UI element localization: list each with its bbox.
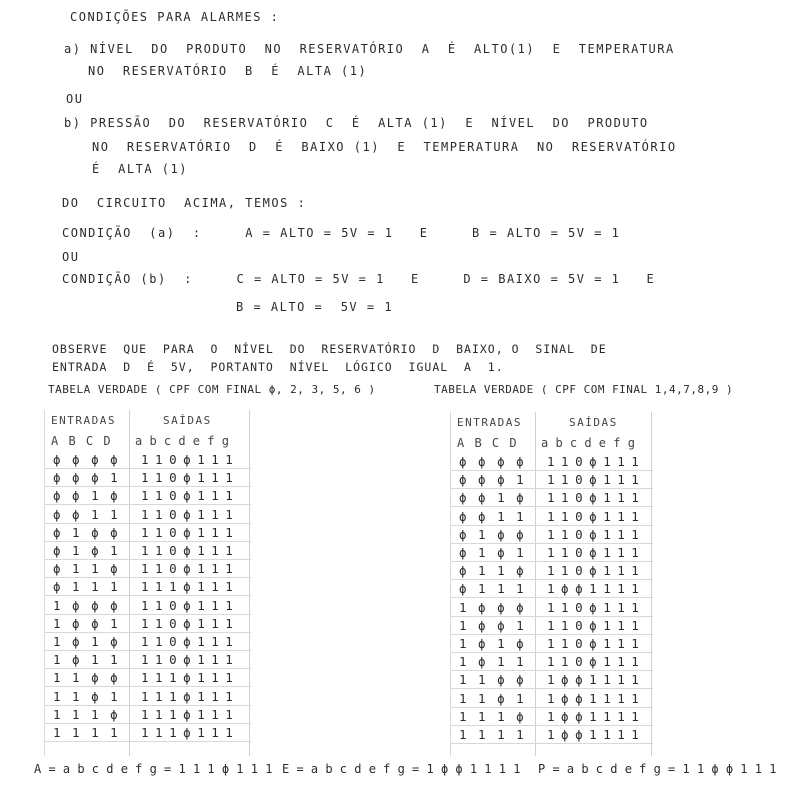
table-row-inputs: 1 ϕ ϕ ϕ	[53, 597, 120, 613]
table-row-outputs: 1 1 0 ϕ 1 1 1	[141, 597, 233, 613]
table-row-rule	[45, 504, 251, 505]
condition-b-values-1: CONDIÇÃO (b) : C = ALTO = 5V = 1 E D = BAIXO = 5V = 1 E	[62, 272, 656, 286]
table-row-outputs: 1 1 0 ϕ 1 1 1	[547, 508, 639, 524]
condition-a-values: CONDIÇÃO (a) : A = ALTO = 5V = 1 E B = ALTO = 5V = 1	[62, 226, 621, 240]
table-row-outputs: 1 ϕ ϕ 1 1 1 1	[547, 672, 639, 688]
table-row-outputs: 1 ϕ ϕ 1 1 1 1	[547, 690, 639, 706]
table-row-inputs: ϕ ϕ 1 ϕ	[53, 488, 120, 504]
table-row-rule	[45, 577, 251, 578]
formula-e: E = a b c d e f g = 1 ϕ ϕ 1 1 1 1	[282, 762, 521, 776]
table-row-rule	[451, 597, 653, 598]
table-row-outputs: 1 1 0 ϕ 1 1 1	[547, 490, 639, 506]
table-row-rule	[45, 686, 251, 687]
table-row-inputs: 1 ϕ 1 ϕ	[53, 634, 120, 649]
table-row-rule	[451, 634, 653, 635]
table-row-outputs: 1 1 0 ϕ 1 1 1	[141, 561, 233, 577]
header-saidas: SAÍDAS	[569, 416, 618, 429]
observe-line-1: OBSERVE QUE PARA O NÍVEL DO RESERVATÓRIO D BAIXO, O SINAL DE	[52, 342, 607, 356]
table-row-rule	[451, 688, 653, 689]
table-row-inputs: ϕ ϕ ϕ ϕ	[459, 454, 526, 469]
table-row-inputs: 1 1 1 ϕ	[459, 708, 526, 724]
table-row-rule	[451, 616, 653, 617]
table-row-rule	[451, 506, 653, 507]
table-row-outputs: 1 1 0 ϕ 1 1 1	[547, 526, 639, 542]
table-row-outputs: 1 1 0 ϕ 1 1 1	[141, 452, 233, 467]
table-row-inputs: 1 1 1 1	[459, 727, 526, 742]
or-1: OU	[66, 92, 84, 106]
table-row-rule	[45, 541, 251, 542]
circuit-heading: DO CIRCUITO ACIMA, TEMOS :	[62, 196, 307, 210]
header-saidas: SAÍDAS	[163, 414, 212, 427]
table-row-outputs: 1 1 0 ϕ 1 1 1	[141, 524, 233, 540]
table-row-rule	[451, 579, 653, 580]
header-entradas: ENTRADAS	[51, 414, 116, 427]
table-row-rule	[45, 523, 251, 524]
table-row-outputs: 1 1 0 ϕ 1 1 1	[547, 654, 639, 670]
table-row-inputs: ϕ ϕ ϕ 1	[53, 470, 120, 486]
table-row-outputs: 1 1 0 ϕ 1 1 1	[141, 470, 233, 486]
condition-b-values-2: B = ALTO = 5V = 1	[236, 300, 394, 314]
table-row-rule	[45, 741, 251, 742]
table-row-inputs: 1 1 ϕ ϕ	[459, 672, 526, 688]
table-row-rule	[45, 632, 251, 633]
table-row-rule	[45, 614, 251, 615]
table-row-outputs: 1 1 0 ϕ 1 1 1	[547, 545, 639, 560]
heading-alarm-conditions: CONDIÇÕES PARA ALARMES :	[70, 10, 280, 24]
table-row-outputs: 1 1 0 ϕ 1 1 1	[547, 472, 639, 488]
table-row-outputs: 1 1 0 ϕ 1 1 1	[141, 634, 233, 649]
table-row-outputs: 1 1 0 ϕ 1 1 1	[141, 506, 233, 522]
formula-a: A = a b c d e f g = 1 1 1 ϕ 1 1 1	[34, 762, 273, 776]
table-row-outputs: 1 1 0 ϕ 1 1 1	[141, 488, 233, 504]
table-row-inputs: 1 ϕ 1 ϕ	[459, 636, 526, 651]
condition-b-line-2: NO RESERVATÓRIO D É BAIXO (1) E TEMPERATURA NO RESERVATÓRIO	[92, 140, 677, 154]
table-row-inputs: ϕ 1 ϕ 1	[459, 545, 526, 560]
table-row-rule	[451, 561, 653, 562]
condition-a-line-1: a) NÍVEL DO PRODUTO NO RESERVATÓRIO A É ALTO(1) E TEMPERATURA	[64, 42, 675, 56]
table-row-outputs: 1 1 1 ϕ 1 1 1	[141, 670, 233, 686]
table-row-outputs: 1 1 0 ϕ 1 1 1	[141, 615, 233, 631]
table-row-inputs: 1 1 ϕ 1	[459, 690, 526, 706]
outputs-header: a b c d e f g	[135, 434, 229, 448]
formula-p: P = a b c d e f g = 1 1 ϕ ϕ 1 1 1	[538, 762, 777, 776]
table-row-outputs: 1 1 0 ϕ 1 1 1	[547, 454, 639, 469]
table-row-inputs: 1 ϕ ϕ 1	[459, 617, 526, 633]
table-row-outputs: 1 1 1 ϕ 1 1 1	[141, 706, 233, 722]
table-row-outputs: 1 1 1 ϕ 1 1 1	[141, 688, 233, 704]
outputs-header: a b c d e f g	[541, 436, 635, 450]
table-row-rule	[45, 723, 251, 724]
table-row-rule	[451, 470, 653, 471]
table-row-rule	[451, 707, 653, 708]
table-row-outputs: 1 1 0 ϕ 1 1 1	[547, 563, 639, 579]
truth-table-right	[450, 412, 653, 756]
table-row-inputs: 1 1 1 ϕ	[53, 706, 120, 722]
table-row-outputs: 1 ϕ ϕ 1 1 1 1	[547, 581, 639, 597]
table-row-outputs: 1 1 0 ϕ 1 1 1	[547, 599, 639, 615]
table-row-inputs: 1 ϕ 1 1	[459, 654, 526, 670]
table-row-inputs: ϕ 1 1 1	[53, 579, 120, 595]
table-row-outputs: 1 1 1 ϕ 1 1 1	[141, 725, 233, 740]
table-row-rule	[45, 595, 251, 596]
table-row-outputs: 1 ϕ ϕ 1 1 1 1	[547, 708, 639, 724]
inputs-header: A B C D	[51, 434, 113, 448]
observe-line-2: ENTRADA D É 5V, PORTANTO NÍVEL LÓGICO IGUAL A 1.	[52, 360, 504, 374]
table-row-rule	[451, 488, 653, 489]
table-row-inputs: 1 ϕ 1 1	[53, 652, 120, 668]
table-row-inputs: ϕ 1 ϕ ϕ	[53, 524, 120, 540]
table-row-rule	[451, 743, 653, 744]
table-row-inputs: ϕ ϕ 1 ϕ	[459, 490, 526, 506]
table-row-rule	[45, 468, 251, 469]
table-row-outputs: 1 1 0 ϕ 1 1 1	[547, 617, 639, 633]
table-row-rule	[451, 652, 653, 653]
table-row-inputs: ϕ 1 ϕ 1	[53, 543, 120, 558]
table-row-rule	[45, 559, 251, 560]
table-row-inputs: 1 1 ϕ 1	[53, 688, 120, 704]
table-row-rule	[451, 525, 653, 526]
table-row-inputs: ϕ 1 1 1	[459, 581, 526, 597]
table-row-outputs: 1 1 1 ϕ 1 1 1	[141, 579, 233, 595]
table-row-inputs: ϕ ϕ ϕ ϕ	[53, 452, 120, 467]
table-row-rule	[45, 705, 251, 706]
table-row-inputs: ϕ 1 1 ϕ	[459, 563, 526, 579]
table-row-inputs: 1 ϕ ϕ 1	[53, 615, 120, 631]
table-row-inputs: ϕ ϕ 1 1	[53, 506, 120, 522]
table-row-rule	[451, 670, 653, 671]
table-row-outputs: 1 1 0 ϕ 1 1 1	[141, 652, 233, 668]
table-row-rule	[451, 725, 653, 726]
table-row-rule	[45, 668, 251, 669]
condition-a-line-2: NO RESERVATÓRIO B É ALTA (1)	[88, 64, 368, 78]
truth-table-left-title: TABELA VERDADE ( CPF COM FINAL ϕ, 2, 3, 5, 6 )	[48, 383, 376, 396]
table-row-inputs: ϕ 1 1 ϕ	[53, 561, 120, 577]
table-row-inputs: 1 ϕ ϕ ϕ	[459, 599, 526, 615]
table-row-rule	[451, 543, 653, 544]
or-2: OU	[62, 250, 80, 264]
table-row-outputs: 1 ϕ ϕ 1 1 1 1	[547, 727, 639, 742]
condition-b-line-3: É ALTA (1)	[92, 162, 188, 176]
truth-table-right-title: TABELA VERDADE ( CPF COM FINAL 1,4,7,8,9 )	[434, 383, 734, 396]
table-row-outputs: 1 1 0 ϕ 1 1 1	[547, 636, 639, 651]
header-entradas: ENTRADAS	[457, 416, 522, 429]
condition-b-line-1: b) PRESSÃO DO RESERVATÓRIO C É ALTA (1) E NÍVEL DO PRODUTO	[64, 116, 649, 130]
truth-table-left	[44, 410, 251, 756]
table-row-rule	[45, 650, 251, 651]
table-row-inputs: ϕ ϕ ϕ 1	[459, 472, 526, 488]
table-row-rule	[45, 486, 251, 487]
inputs-header: A B C D	[457, 436, 519, 450]
table-row-inputs: ϕ 1 ϕ ϕ	[459, 526, 526, 542]
table-row-inputs: ϕ ϕ 1 1	[459, 508, 526, 524]
table-row-inputs: 1 1 ϕ ϕ	[53, 670, 120, 686]
table-row-inputs: 1 1 1 1	[53, 725, 120, 740]
table-row-outputs: 1 1 0 ϕ 1 1 1	[141, 543, 233, 558]
